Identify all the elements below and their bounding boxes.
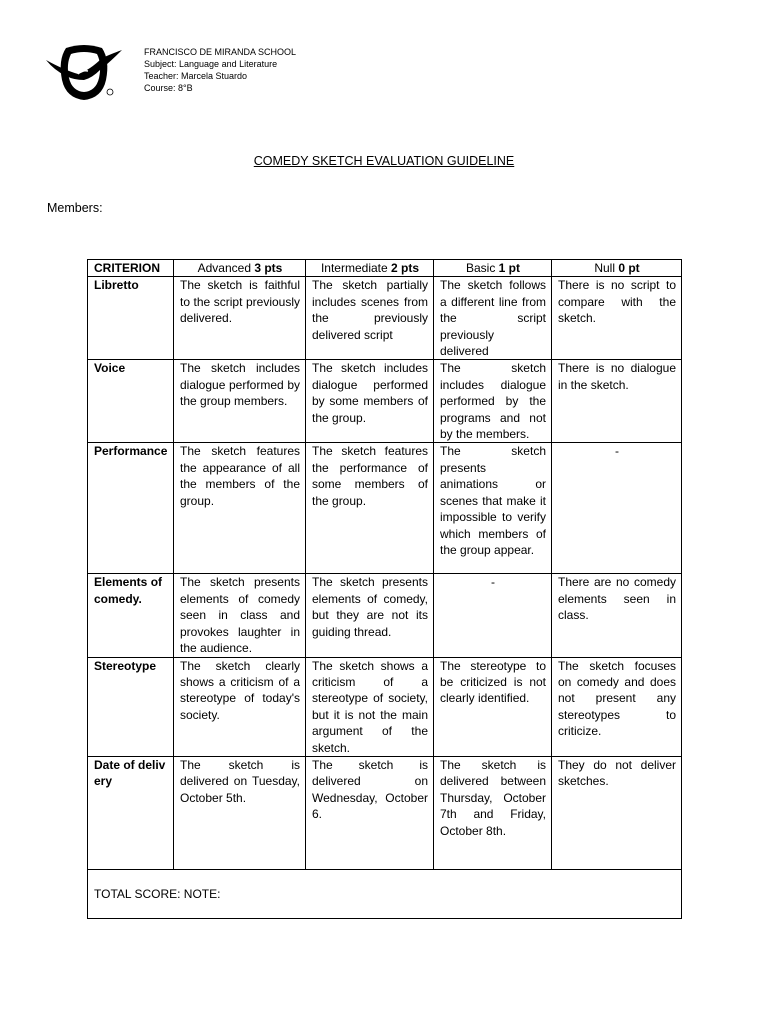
criterion-cell: Stereotype <box>88 657 174 756</box>
basic-cell: The sketch follows a different line from the script previously delivered <box>434 277 552 360</box>
criterion-cell: Libretto <box>88 277 174 360</box>
members-label: Members: <box>47 201 103 215</box>
document-title: COMEDY SKETCH EVALUATION GUIDELINE <box>253 154 515 168</box>
course-line: Course: 8°B <box>144 83 193 93</box>
basic-cell: The stereotype to be criticized is not clearly identified. <box>434 657 552 756</box>
basic-cell: - <box>434 574 552 657</box>
table-row <box>88 443 682 574</box>
school-name: FRANCISCO DE MIRANDA SCHOOL <box>144 47 297 57</box>
criterion-cell: Elements of comedy. <box>88 574 174 657</box>
null-cell: The sketch focuses on comedy and does not present any stereotypes to criticize. <box>552 657 682 756</box>
table-row <box>88 574 682 657</box>
null-cell: There are no comedy elements seen in class. <box>552 574 682 657</box>
intermediate-cell: The sketch includes dialogue performed by some members of the group. <box>306 360 434 443</box>
null-cell: - <box>552 443 682 574</box>
advanced-cell: The sketch is faithful to the script previously delivered. <box>174 277 306 360</box>
intermediate-cell: The sketch presents elements of comedy, but they are not its guiding thread. <box>306 574 434 657</box>
teacher-line: Teacher: Marcela Stuardo <box>144 71 248 81</box>
advanced-cell: The sketch includes dialogue performed by the group members. <box>174 360 306 443</box>
column-header-basic: Basic 1 pt <box>434 260 552 277</box>
column-header-intermediate: Intermediate 2 pts <box>306 260 434 277</box>
table-row <box>88 657 682 756</box>
advanced-cell: The sketch features the appearance of all the members of the group. <box>174 443 306 574</box>
column-header-null: Null 0 pt <box>552 260 682 277</box>
basic-cell: The sketch presents animations or scenes that make it impossible to verify which members of the group appear. <box>434 443 552 574</box>
intermediate-cell: The sketch is delivered on Wednesday, October 6. <box>306 756 434 869</box>
table-row <box>88 360 682 443</box>
criterion-cell: Performance <box>88 443 174 574</box>
null-cell: There is no script to compare with the sketch. <box>552 277 682 360</box>
column-header-criterion: CRITERION <box>88 260 174 277</box>
table-header-row <box>88 260 682 277</box>
advanced-cell: The sketch clearly shows a criticism of a stereotype of today's society. <box>174 657 306 756</box>
criterion-cell: Date of delivery <box>88 756 174 869</box>
advanced-cell: The sketch presents elements of comedy seen in class and provokes laughter in the audience. <box>174 574 306 657</box>
subject-line: Subject: Language and Literature <box>144 59 278 69</box>
total-score-row <box>88 869 682 918</box>
intermediate-cell: The sketch shows a criticism of a stereotype of society, but it is not the main argument of the sketch. <box>306 657 434 756</box>
basic-cell: The sketch is delivered between Thursday, October 7th and Friday, October 8th. <box>434 756 552 869</box>
school-logo <box>44 40 124 104</box>
table-row <box>88 756 682 869</box>
rubric-table <box>87 259 682 919</box>
advanced-cell: The sketch is delivered on Tuesday, October 5th. <box>174 756 306 869</box>
intermediate-cell: The sketch features the performance of some members of the group. <box>306 443 434 574</box>
column-header-advanced: Advanced 3 pts <box>174 260 306 277</box>
table-row <box>88 277 682 360</box>
intermediate-cell: The sketch partially includes scenes from the previously delivered script <box>306 277 434 360</box>
criterion-cell: Voice <box>88 360 174 443</box>
null-cell: They do not deliver sketches. <box>552 756 682 869</box>
basic-cell: The sketch includes dialogue performed by the programs and not by the members. <box>434 360 552 443</box>
total-score-label: TOTAL SCORE: NOTE: <box>88 869 682 918</box>
null-cell: There is no dialogue in the sketch. <box>552 360 682 443</box>
school-header <box>144 46 296 94</box>
